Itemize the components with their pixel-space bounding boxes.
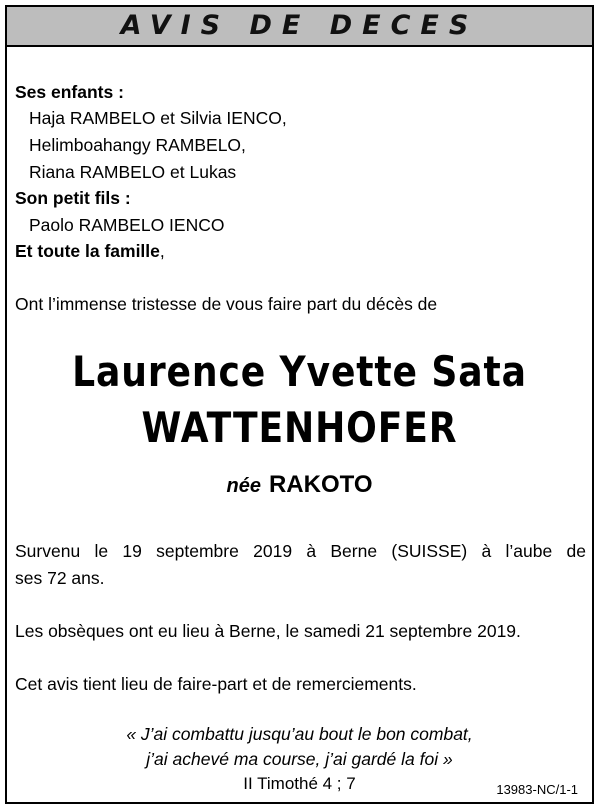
- child-line: Haja RAMBELO et Silvia IENCO,: [29, 108, 287, 128]
- family-comma: ,: [159, 241, 165, 261]
- quote-reference: II Timothé 4 ; 7: [243, 774, 356, 793]
- quote-line1: « J’ai combattu jusqu’au bout le bon combat,: [126, 724, 473, 744]
- announcement-text: Ont l’immense tristesse de vous faire part du décès de: [15, 294, 438, 314]
- nee-label: née: [226, 475, 261, 497]
- child-line: Helimboahangy RAMBELO,: [29, 135, 246, 155]
- family-line: [15, 241, 165, 262]
- children-heading: Ses enfants :: [15, 82, 124, 102]
- maiden-name: RAKOTO: [268, 471, 373, 498]
- deceased-surname: WATTENHOFER: [141, 403, 458, 452]
- maiden-name-line: [7, 471, 592, 499]
- notice-info: Cet avis tient lieu de faire-part et de remerciements.: [15, 674, 417, 694]
- ad-reference: 13983-NC/1-1: [496, 782, 578, 797]
- death-notice: [5, 5, 594, 804]
- death-details-line1: Survenu le 19 septembre 2019 à Berne (SUISSE) à l’aube de: [15, 541, 586, 561]
- quote-line2: j’ai achevé ma course, j’ai gardé la foi »: [146, 749, 453, 769]
- family-label: Et toute la famille: [15, 241, 160, 261]
- notice-title: AVIS DE DECES: [120, 10, 479, 41]
- grandson-name: Paolo RAMBELO IENCO: [29, 215, 225, 235]
- deceased-first-names: Laurence Yvette Sata: [72, 347, 527, 396]
- funeral-info: Les obsèques ont eu lieu à Berne, le samedi 21 septembre 2019.: [15, 621, 521, 641]
- child-line: Riana RAMBELO et Lukas: [29, 162, 237, 182]
- death-details-line2: ses 72 ans.: [15, 568, 105, 588]
- notice-header: [7, 7, 592, 47]
- grandson-heading: Son petit fils :: [15, 188, 131, 208]
